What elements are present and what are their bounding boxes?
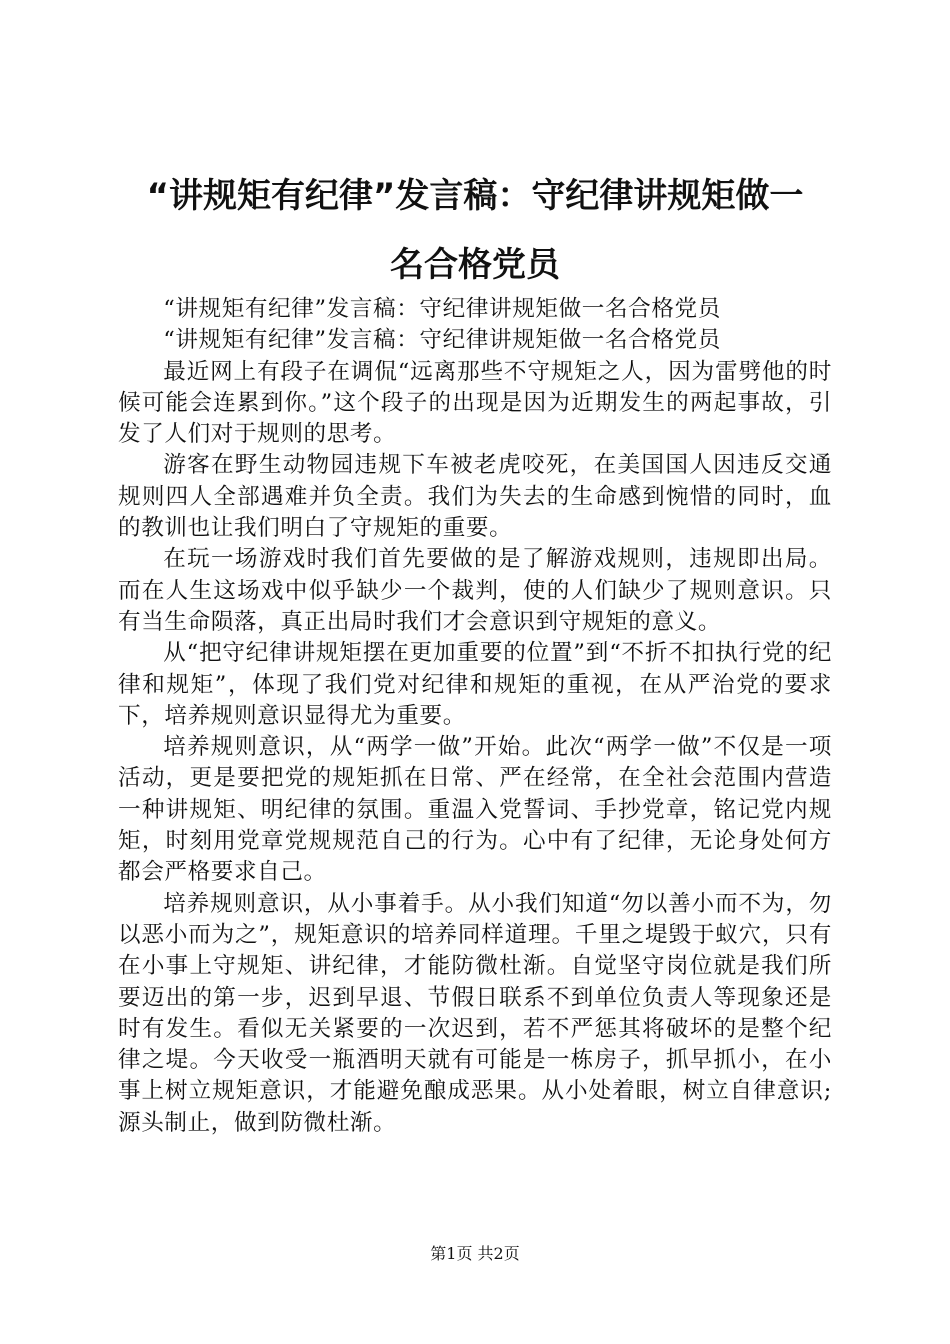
paragraph-1: “讲规矩有纪律”发言稿：守纪律讲规矩做一名合格党员 [163, 296, 721, 322]
paragraph-6: 从“把守纪律讲规矩摆在更加重要的位置”到“不折不扣执行党的纪律和规矩”，体现了我们党对纪律和规矩的重视，在从严治党的要求下，培养规则意识显得尤为重要。 [118, 640, 832, 729]
paragraph-8: 培养规则意识，从小事着手。从小我们知道“勿以善小而不为，勿以恶小而为之”，规矩意识的培养同样道理。千里之堤毁于蚁穴，只有在小事上守规矩、讲纪律，才能防微杜渐。自觉坚守岗位就是我们所要迈出的第一步，迟到早退、节假日联系不到单位负责人等现象还是时有发生。看似无关紧要的一次迟到，若不严惩其将破坏的是整个纪律之堤。今天收受一瓶酒明天就有可能是一栋房子，抓早抓小，在小事上树立规矩意识，才能避免酿成恶果。从小处着眼，树立自律意识;源头制止，做到防微杜渐。 [118, 890, 832, 1136]
document-body [118, 294, 832, 1139]
document-title [118, 162, 832, 300]
paragraph-3: 最近网上有段子在调侃“远离那些不守规矩之人，因为雷劈他的时候可能会连累到你。”这个段子的出现是因为近期发生的两起事故，引发了人们对于规则的思考。 [118, 358, 832, 448]
paragraph-2: “讲规矩有纪律”发言稿：守纪律讲规矩做一名合格党员 [163, 327, 721, 354]
paragraph-4: 游客在野生动物园违规下车被老虎咬死，在美国国人因违反交通规则四人全部遇难并负全责。我们为失去的生命感到惋惜的同时，血的教训也让我们明白了守规矩的重要。 [118, 452, 832, 542]
title-line-1: “讲规矩有纪律”发言稿：守纪律讲规矩做一 [146, 176, 804, 216]
page-footer: 第1页 共2页 [430, 1244, 520, 1263]
paragraph-5: 在玩一场游戏时我们首先要做的是了解游戏规则，违规即出局。而在人生这场戏中似乎缺少一个裁判，使的人们缺少了规则意识。只有当生命陨落，真正出局时我们才会意识到守规矩的意义。 [118, 546, 832, 635]
paragraph-7: 培养规则意识，从“两学一做”开始。此次“两学一做”不仅是一项活动，更是要把党的规矩抓在日常、严在经常，在全社会范围内营造一种讲规矩、明纪律的氛围。重温入党誓词、手抄党章，铭记党内规矩，时刻用党章党规规范自己的行为。心中有了纪律，无论身处何方都会严格要求自己。 [118, 734, 832, 886]
title-line-2: 名合格党员 [390, 245, 560, 285]
